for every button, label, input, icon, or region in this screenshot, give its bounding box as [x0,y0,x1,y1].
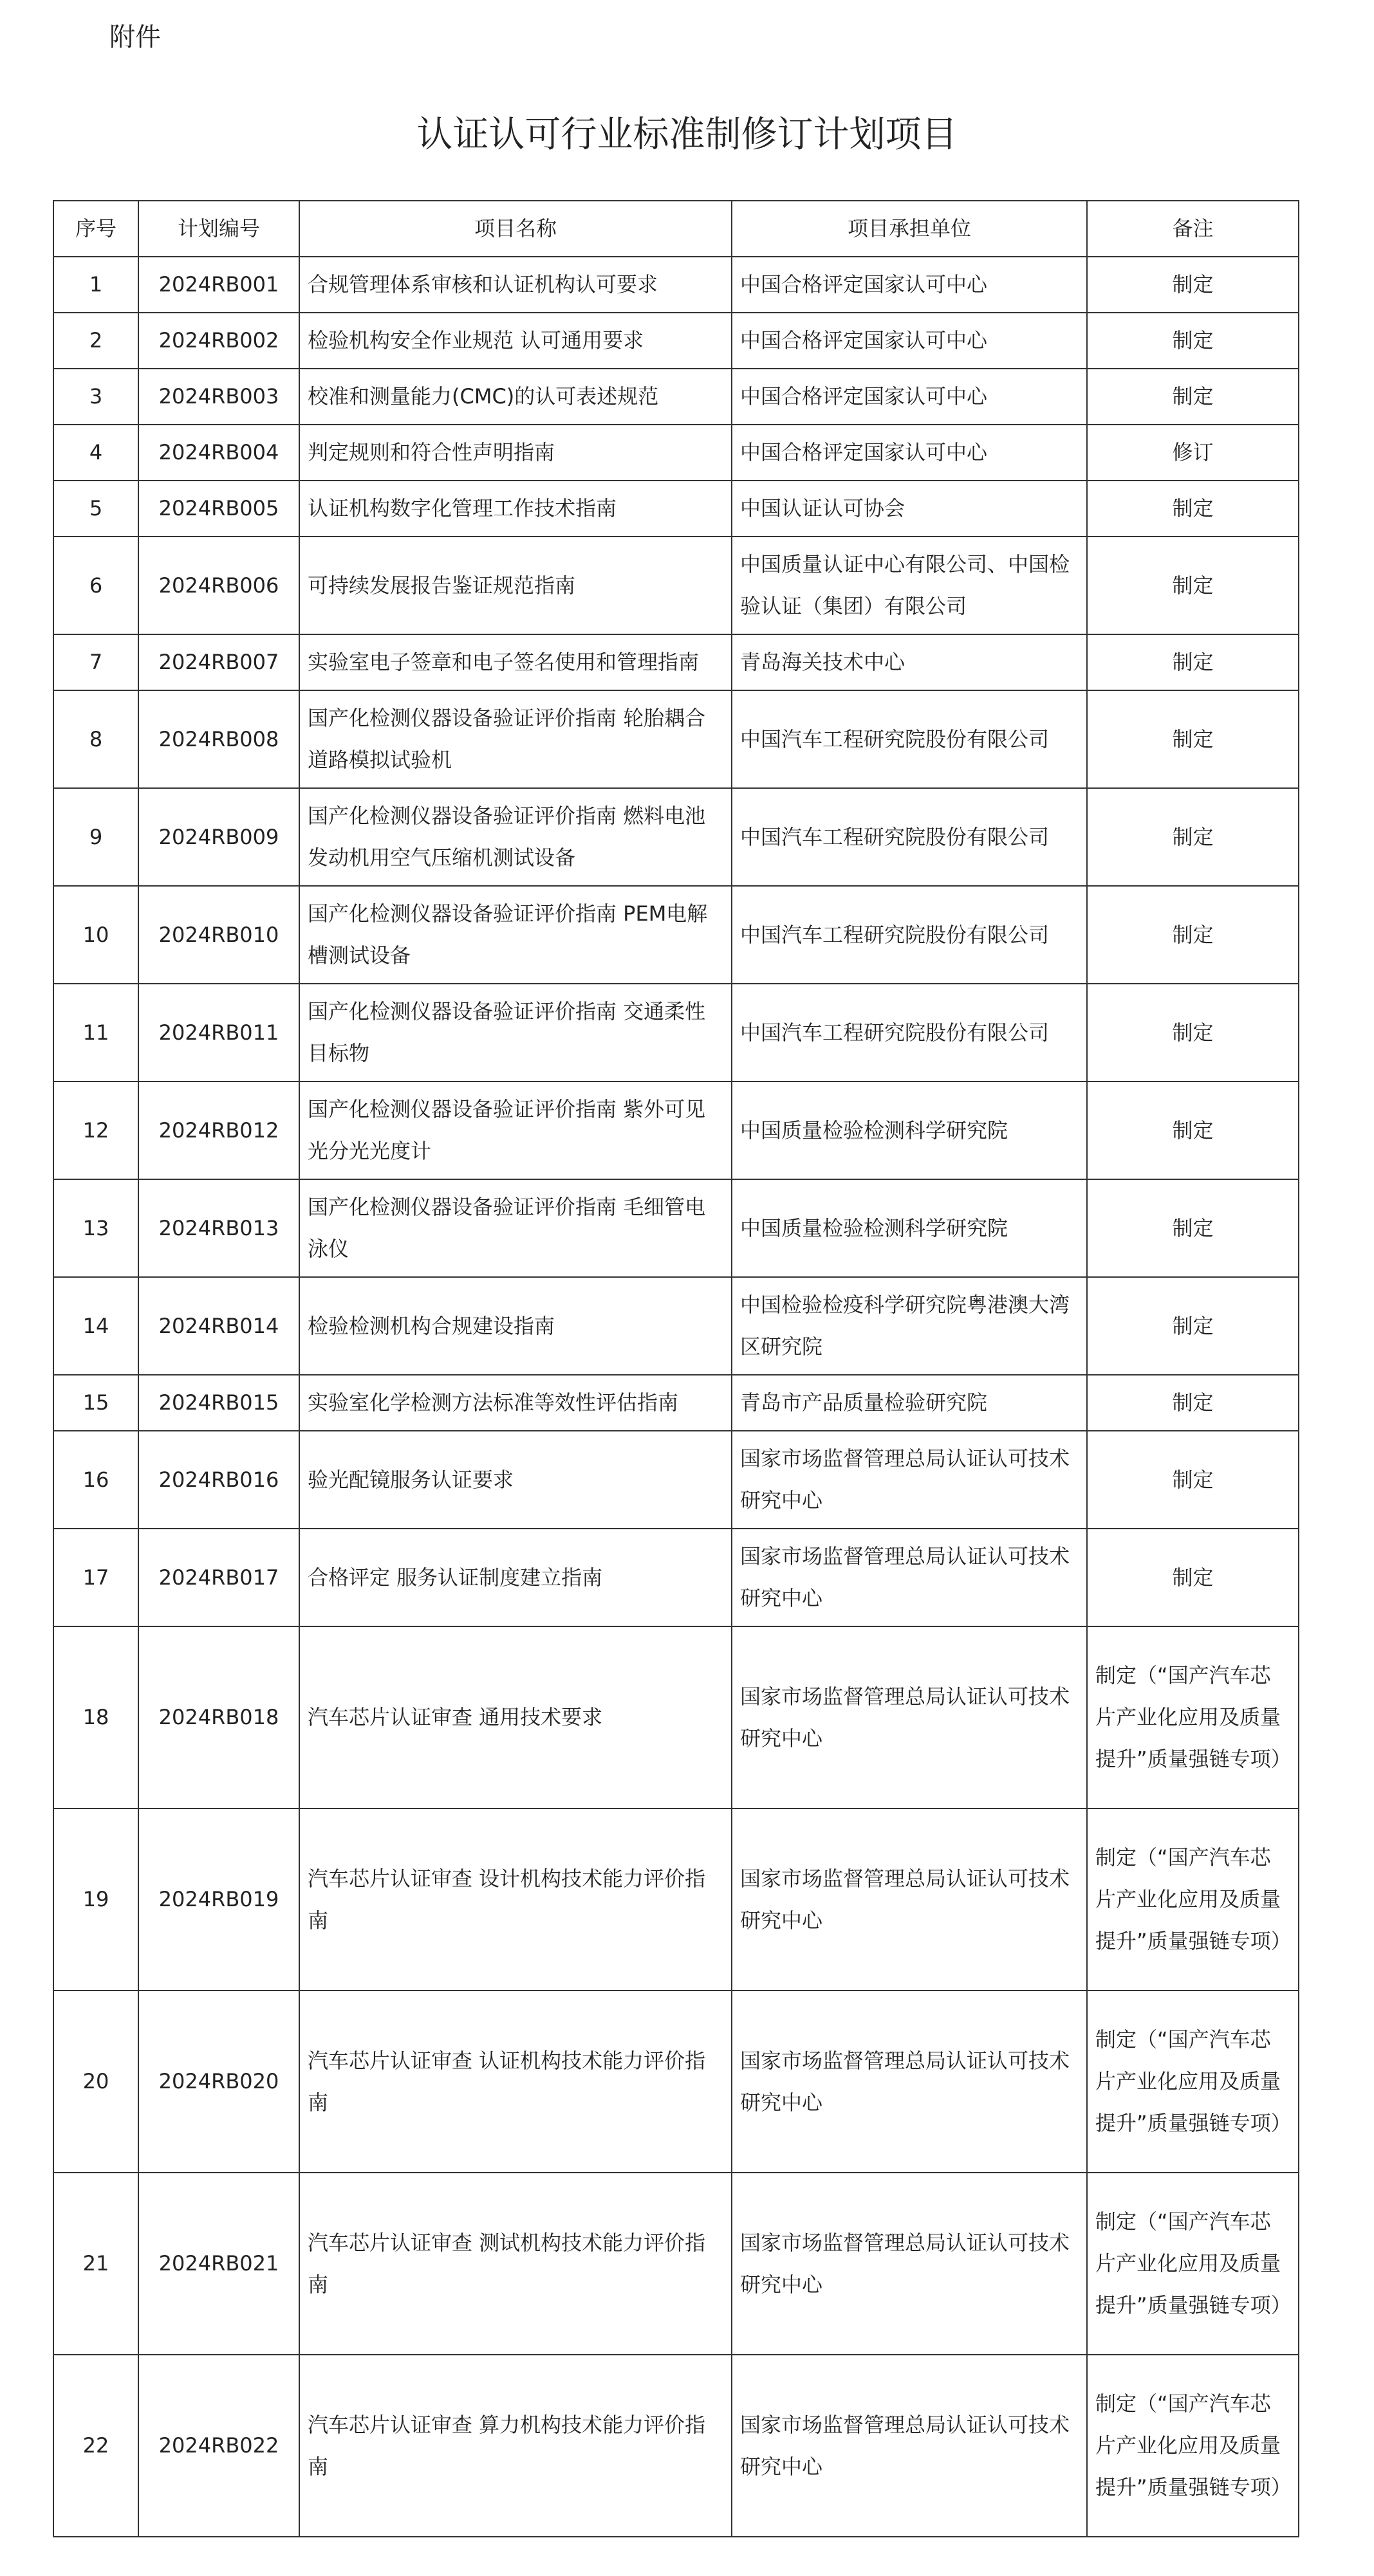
row-note: 制定 [1087,369,1299,425]
row-name: 国产化检测仪器设备验证评价指南 PEM电解槽测试设备 [299,886,732,984]
row-code: 2024RB011 [138,984,299,1081]
row-code: 2024RB006 [138,537,299,634]
header-unit: 项目承担单位 [732,201,1087,257]
row-no: 15 [53,1375,138,1431]
row-name: 认证机构数字化管理工作技术指南 [299,481,732,537]
row-code: 2024RB022 [138,2355,299,2537]
row-name: 实验室化学检测方法标准等效性评估指南 [299,1375,732,1431]
row-code: 2024RB015 [138,1375,299,1431]
row-name: 检验机构安全作业规范 认可通用要求 [299,313,732,369]
table-row [53,537,1299,634]
plan-table [53,200,1299,2537]
row-no: 20 [53,1991,138,2173]
row-name: 国产化检测仪器设备验证评价指南 毛细管电泳仪 [299,1179,732,1277]
row-note: 制定（“国产汽车芯片产业化应用及质量提升”质量强链专项） [1087,2173,1299,2355]
row-unit: 中国汽车工程研究院股份有限公司 [732,886,1087,984]
row-unit: 国家市场监督管理总局认证认可技术研究中心 [732,1991,1087,2173]
row-name: 汽车芯片认证审查 通用技术要求 [299,1626,732,1808]
table-row [53,1277,1299,1375]
row-name: 检验检测机构合规建设指南 [299,1277,732,1375]
header-code: 计划编号 [138,201,299,257]
table-row [53,2173,1299,2355]
table-row [53,313,1299,369]
row-no: 7 [53,634,138,690]
row-name: 国产化检测仪器设备验证评价指南 紫外可见光分光光度计 [299,1081,732,1179]
row-no: 5 [53,481,138,537]
row-unit: 国家市场监督管理总局认证认可技术研究中心 [732,1529,1087,1626]
row-code: 2024RB016 [138,1431,299,1529]
row-note: 制定（“国产汽车芯片产业化应用及质量提升”质量强链专项） [1087,1626,1299,1808]
row-note: 制定 [1087,257,1299,313]
row-note: 修订 [1087,425,1299,481]
row-no: 10 [53,886,138,984]
row-no: 13 [53,1179,138,1277]
header-name: 项目名称 [299,201,732,257]
row-name: 国产化检测仪器设备验证评价指南 燃料电池发动机用空气压缩机测试设备 [299,788,732,886]
row-code: 2024RB021 [138,2173,299,2355]
row-unit: 国家市场监督管理总局认证认可技术研究中心 [732,1431,1087,1529]
row-code: 2024RB009 [138,788,299,886]
row-name: 可持续发展报告鉴证规范指南 [299,537,732,634]
row-note: 制定 [1087,690,1299,788]
row-code: 2024RB004 [138,425,299,481]
row-note: 制定（“国产汽车芯片产业化应用及质量提升”质量强链专项） [1087,1808,1299,1991]
row-no: 12 [53,1081,138,1179]
row-name: 国产化检测仪器设备验证评价指南 交通柔性目标物 [299,984,732,1081]
row-note: 制定 [1087,313,1299,369]
table-row [53,257,1299,313]
row-name: 汽车芯片认证审查 设计机构技术能力评价指南 [299,1808,732,1991]
row-note: 制定 [1087,1277,1299,1375]
row-unit: 中国合格评定国家认可中心 [732,313,1087,369]
row-code: 2024RB007 [138,634,299,690]
row-code: 2024RB002 [138,313,299,369]
row-no: 2 [53,313,138,369]
attachment-label: 附件 [109,23,161,52]
table-row [53,1179,1299,1277]
table-row [53,886,1299,984]
row-no: 3 [53,369,138,425]
table-row [53,690,1299,788]
row-no: 1 [53,257,138,313]
header-note: 备注 [1087,201,1299,257]
row-unit: 国家市场监督管理总局认证认可技术研究中心 [732,1626,1087,1808]
row-note: 制定 [1087,634,1299,690]
row-unit: 青岛市产品质量检验研究院 [732,1375,1087,1431]
row-unit: 青岛海关技术中心 [732,634,1087,690]
row-no: 4 [53,425,138,481]
row-no: 14 [53,1277,138,1375]
row-unit: 中国质量检验检测科学研究院 [732,1081,1087,1179]
row-name: 国产化检测仪器设备验证评价指南 轮胎耦合道路模拟试验机 [299,690,732,788]
table-row [53,1081,1299,1179]
row-code: 2024RB013 [138,1179,299,1277]
table-row [53,1529,1299,1626]
table-row [53,634,1299,690]
table-row [53,1808,1299,1991]
row-code: 2024RB001 [138,257,299,313]
row-code: 2024RB017 [138,1529,299,1626]
row-unit: 中国汽车工程研究院股份有限公司 [732,690,1087,788]
row-no: 21 [53,2173,138,2355]
row-no: 17 [53,1529,138,1626]
row-name: 验光配镜服务认证要求 [299,1431,732,1529]
row-unit: 中国质量认证中心有限公司、中国检验认证（集团）有限公司 [732,537,1087,634]
row-note: 制定 [1087,1375,1299,1431]
document-title: 认证认可行业标准制修订计划项目 [416,114,958,156]
row-unit: 中国汽车工程研究院股份有限公司 [732,984,1087,1081]
row-unit: 国家市场监督管理总局认证认可技术研究中心 [732,1808,1087,1991]
row-note: 制定 [1087,1081,1299,1179]
row-no: 16 [53,1431,138,1529]
row-no: 19 [53,1808,138,1991]
row-code: 2024RB008 [138,690,299,788]
row-code: 2024RB018 [138,1626,299,1808]
row-no: 18 [53,1626,138,1808]
header-no: 序号 [53,201,138,257]
row-no: 8 [53,690,138,788]
row-no: 6 [53,537,138,634]
row-note: 制定 [1087,481,1299,537]
table-row [53,425,1299,481]
row-unit: 中国合格评定国家认可中心 [732,257,1087,313]
row-note: 制定 [1087,984,1299,1081]
row-code: 2024RB014 [138,1277,299,1375]
row-code: 2024RB019 [138,1808,299,1991]
row-unit: 中国合格评定国家认可中心 [732,369,1087,425]
table-row [53,2355,1299,2537]
row-name: 合规管理体系审核和认证机构认可要求 [299,257,732,313]
table-row [53,1991,1299,2173]
row-code: 2024RB012 [138,1081,299,1179]
row-note: 制定 [1087,1431,1299,1529]
row-unit: 国家市场监督管理总局认证认可技术研究中心 [732,2355,1087,2537]
row-code: 2024RB003 [138,369,299,425]
row-note: 制定 [1087,1179,1299,1277]
table-row [53,1431,1299,1529]
table-header-row [53,201,1299,257]
row-code: 2024RB005 [138,481,299,537]
row-no: 22 [53,2355,138,2537]
row-name: 判定规则和符合性声明指南 [299,425,732,481]
row-unit: 中国合格评定国家认可中心 [732,425,1087,481]
row-note: 制定（“国产汽车芯片产业化应用及质量提升”质量强链专项） [1087,2355,1299,2537]
row-code: 2024RB010 [138,886,299,984]
row-name: 汽车芯片认证审查 认证机构技术能力评价指南 [299,1991,732,2173]
table-row [53,481,1299,537]
row-name: 汽车芯片认证审查 测试机构技术能力评价指南 [299,2173,732,2355]
row-name: 校准和测量能力(CMC)的认可表述规范 [299,369,732,425]
row-name: 实验室电子签章和电子签名使用和管理指南 [299,634,732,690]
row-note: 制定 [1087,788,1299,886]
row-unit: 中国汽车工程研究院股份有限公司 [732,788,1087,886]
row-unit: 国家市场监督管理总局认证认可技术研究中心 [732,2173,1087,2355]
row-name: 汽车芯片认证审查 算力机构技术能力评价指南 [299,2355,732,2537]
row-unit: 中国检验检疫科学研究院粤港澳大湾区研究院 [732,1277,1087,1375]
row-no: 9 [53,788,138,886]
row-note: 制定 [1087,886,1299,984]
row-code: 2024RB020 [138,1991,299,2173]
table-row [53,788,1299,886]
row-note: 制定 [1087,1529,1299,1626]
row-unit: 中国质量检验检测科学研究院 [732,1179,1087,1277]
row-name: 合格评定 服务认证制度建立指南 [299,1529,732,1626]
table-row [53,1375,1299,1431]
table-row [53,369,1299,425]
row-unit: 中国认证认可协会 [732,481,1087,537]
table-row [53,1626,1299,1808]
row-note: 制定 [1087,537,1299,634]
row-note: 制定（“国产汽车芯片产业化应用及质量提升”质量强链专项） [1087,1991,1299,2173]
row-no: 11 [53,984,138,1081]
table-row [53,984,1299,1081]
